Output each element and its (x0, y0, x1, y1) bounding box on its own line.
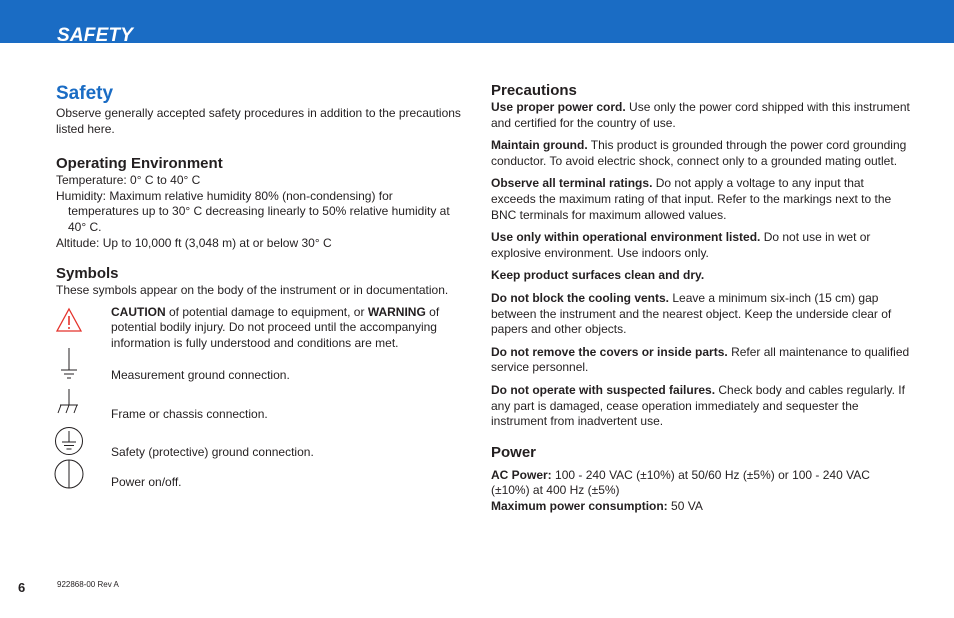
page-number: 6 (18, 580, 26, 595)
humidity-label: Humidity: (56, 188, 107, 203)
precaution-text: This product is grounded through the power cord grounding conductor. To avoid electric shock, connect only to a grounded mating outlet. (491, 138, 907, 168)
document-id: 922868-00 Rev A (57, 580, 119, 589)
chassis-ground-icon (56, 389, 82, 419)
precaution-title: Do not remove the covers or inside parts. (491, 344, 728, 359)
warning-word: WARNING (367, 304, 426, 319)
symbol-label: Power on/off. (111, 474, 182, 489)
precaution-item (491, 345, 911, 376)
symbols-heading: Symbols (56, 265, 119, 283)
caution-mid: of potential damage to equipment, or (165, 304, 368, 319)
protective-ground-icon (54, 426, 84, 456)
operating-environment-heading: Operating Environment (56, 155, 223, 173)
precaution-text: Do not use in wet or explosive environment. Use indoors only. (491, 230, 871, 260)
precaution-item (491, 138, 911, 169)
precaution-title: Use only within operational environment listed. (491, 230, 761, 245)
precaution-title: Maintain ground. (491, 138, 588, 153)
precaution-text: Leave a minimum six-inch (15 cm) gap between the instrument and the nearest object. Keep the underside clear of papers and other objects. (491, 290, 892, 337)
altitude-label: Altitude: (56, 235, 100, 250)
max-power-line (491, 499, 911, 515)
ac-power-line (491, 468, 911, 499)
symbol-label: Safety (protective) ground connection. (111, 444, 314, 459)
measurement-ground-icon (56, 348, 82, 382)
precautions-heading: Precautions (491, 82, 577, 99)
precaution-text: Refer all maintenance to qualified service personnel. (491, 344, 910, 375)
precaution-title: Observe all terminal ratings. (491, 176, 653, 191)
temperature-label: Temperature: (56, 173, 127, 188)
symbol-label: Measurement ground connection. (111, 367, 290, 382)
right-column (491, 82, 911, 514)
precaution-title: Do not operate with suspected failures. (491, 382, 716, 397)
temperature-line (56, 173, 466, 189)
precaution-item (491, 268, 911, 284)
ac-power-label: AC Power: (491, 467, 552, 482)
banner-title: SAFETY (57, 25, 134, 46)
caution-end: of potential bodily injury. Do not proceed until the accompanying information is fully understood and conditions are met. (111, 304, 440, 350)
left-column (56, 82, 466, 505)
precaution-title: Keep product surfaces clean and dry. (491, 268, 705, 283)
safety-intro: Observe generally accepted safety procedures in addition to the precautions listed here. (56, 106, 461, 136)
power-icon (54, 458, 84, 490)
max-power-value: 50 VA (667, 498, 703, 513)
max-power-label: Maximum power consumption: (491, 498, 668, 513)
precaution-item (491, 383, 911, 430)
warning-triangle-icon (56, 307, 82, 333)
temperature-value: 0° C to 40° C (126, 173, 201, 188)
precaution-text: Do not apply a voltage to any input that exceeds the maximum rating of that input. Refer to the markings next to the BNC terminals for maximum allowed values. (491, 176, 892, 222)
precaution-text: Use only the power cord shipped with this instrument and certified for the country of use. (491, 100, 910, 130)
precaution-title: Use proper power cord. (491, 100, 626, 114)
precaution-item (491, 230, 911, 261)
precaution-text: Check body and cables regularly. If any part is damaged, cease operation immediately and sequester the instrument from inadvertent use. (491, 382, 905, 429)
caution-text (111, 305, 466, 352)
humidity-line (56, 189, 466, 236)
caution-word: CAUTION (111, 304, 166, 319)
symbols-list (56, 305, 466, 505)
ac-power-value: 100 - 240 VAC (±10%) at 50/60 Hz (±5%) or 100 - 240 VAC (±10%) at 400 Hz (±5%) (491, 467, 870, 498)
altitude-value: Up to 10,000 ft (3,048 m) at or below 30° C (99, 235, 332, 250)
precaution-item (491, 176, 911, 223)
safety-heading: Safety (56, 83, 114, 104)
symbols-intro: These symbols appear on the body of the instrument or in documentation. (56, 283, 449, 298)
altitude-line (56, 236, 466, 252)
header-banner (0, 0, 954, 46)
symbol-label: Frame or chassis connection. (111, 406, 268, 421)
humidity-value: Maximum relative humidity 80% (non-condensing) for temperatures up to 30° C decreasing linearly to 50% relative humidity at 40° C. (68, 188, 450, 234)
precaution-title: Do not block the cooling vents. (491, 290, 670, 305)
power-heading: Power (491, 443, 537, 461)
precaution-item (491, 100, 911, 131)
precaution-item (491, 291, 911, 338)
